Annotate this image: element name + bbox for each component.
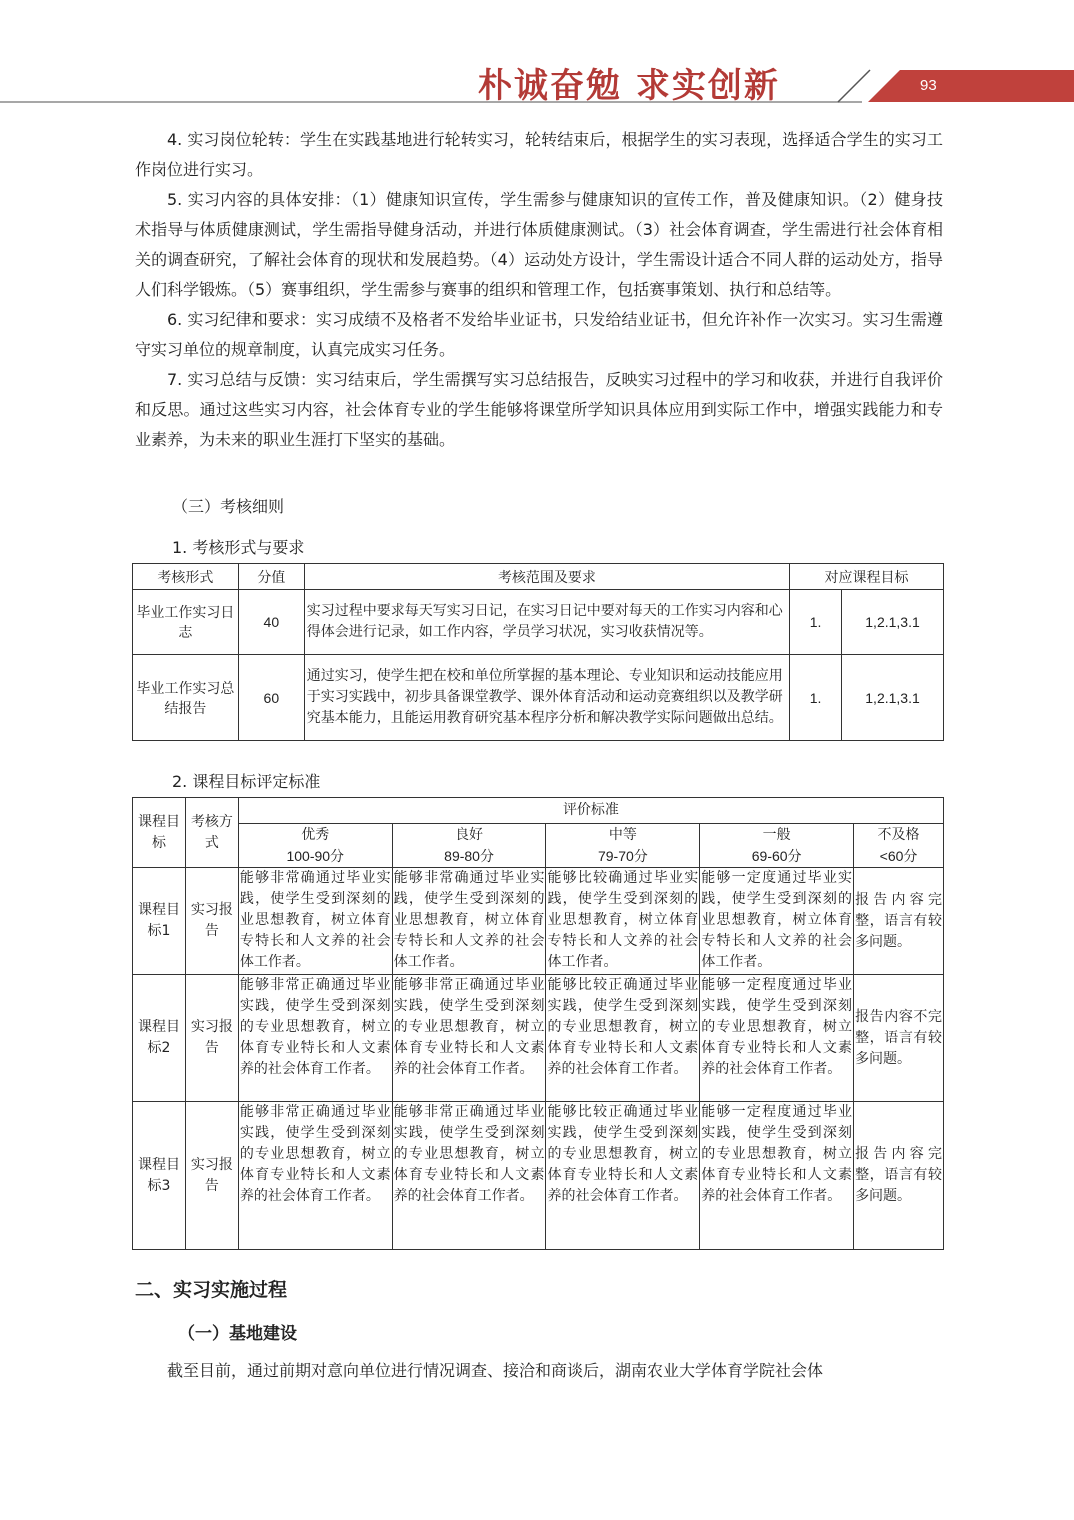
- intro-paragraphs: [135, 125, 943, 455]
- level-medium: 中等 79-70分: [546, 824, 700, 868]
- header-method: 考核方式: [185, 798, 238, 868]
- header-course-goal: 课程目标: [133, 798, 186, 868]
- form-cell: 毕业工作实习日志: [133, 590, 239, 655]
- school-motto: 朴诚奋勉 求实创新: [478, 66, 780, 106]
- score-cell: 60: [238, 655, 304, 741]
- criteria-cell: 能够比较确通过毕业实践，使学生受到深刻的业思想教育，树立体育专特长和人文养的社会体工作者。: [546, 868, 700, 975]
- goal-index-cell: 1.: [790, 655, 842, 741]
- criteria-cell: 能够非常正确通过毕业实践，使学生受到深刻的专业思想教育，树立体育专业特长和人文素养的社会体育工作者。: [238, 1102, 392, 1250]
- table-row: [133, 1102, 944, 1250]
- goal-cell: 课程目标2: [133, 975, 186, 1102]
- section-2-subtitle: （一）基地建设: [178, 1324, 297, 1344]
- goal-index-cell: 1.: [790, 590, 842, 655]
- criteria-cell: 能够非常正确通过毕业实践，使学生受到深刻的专业思想教育，树立体育专业特长和人文素养的社会体育工作者。: [392, 975, 546, 1102]
- section-3-title: （三）考核细则: [172, 497, 285, 516]
- goal-list-cell: 1,2.1,3.1: [842, 655, 944, 741]
- level-pass: 一般 69-60分: [700, 824, 854, 868]
- criteria-cell: 报告内容完整，语言有较多问题。: [854, 868, 944, 975]
- subsection-1-title: 1. 考核形式与要求: [172, 538, 305, 557]
- requirement-cell: 通过实习，使学生把在校和单位所掌握的基本理论、专业知识和运动技能应用于实习实践中，初步具备课堂教学、课外体育活动和运动竞赛组织以及教学研究基本能力，且能运用教育研究基本程序分析和解决教学实际问题做出总结。: [304, 655, 789, 741]
- paragraph-4: 4. 实习岗位轮转：学生在实践基地进行轮转实习，轮转结束后，根据学生的实习表现，选择适合学生的实习工作岗位进行实习。: [135, 130, 943, 179]
- method-cell: 实习报告: [185, 975, 238, 1102]
- criteria-cell: 能够非常正确通过毕业实践，使学生受到深刻的专业思想教育，树立体育专业特长和人文素养的社会体育工作者。: [238, 975, 392, 1102]
- paragraph-5: 5. 实习内容的具体安排：（1）健康知识宣传，学生需参与健康知识的宣传工作，普及健康知识。（2）健身技术指导与体质健康测试，学生需指导健身活动，并进行体质健康测试。（3）社会体育调查，学生需进行社会体育相关的调查研究，了解社会体育的现状和发展趋势。（4）运动处方设计，学生需设计适合不同人群的运动处方，指导人们科学锻炼。（5）赛事组织，学生需参与赛事的组织和管理工作，包括赛事策划、执行和总结等。: [135, 190, 943, 299]
- closing-paragraph: [135, 1356, 943, 1386]
- criteria-cell: 能够一定程度通过毕业实践，使学生受到深刻的专业思想教育，树立体育专业特长和人文素养的社会体育工作者。: [700, 1102, 854, 1250]
- level-fail: 不及格 <60分: [854, 824, 944, 868]
- requirement-cell: 实习过程中要求每天写实习日记，在实习日记中要对每天的工作实习内容和心得体会进行记录，如工作内容，学员学习状况，实习收获情况等。: [304, 590, 789, 655]
- table-row: [133, 590, 944, 655]
- criteria-cell: 能够非常确通过毕业实践，使学生受到深刻的业思想教育，树立体育专特长和人文养的社会体工作者。: [392, 868, 546, 975]
- criteria-cell: 能够比较正确通过毕业实践，使学生受到深刻的专业思想教育，树立体育专业特长和人文素养的社会体育工作者。: [546, 975, 700, 1102]
- criteria-cell: 能够非常正确通过毕业实践，使学生受到深刻的专业思想教育，树立体育专业特长和人文素养的社会体育工作者。: [392, 1102, 546, 1250]
- goal-list-cell: 1,2.1,3.1: [842, 590, 944, 655]
- grading-criteria-table: [132, 797, 944, 1250]
- score-cell: 40: [238, 590, 304, 655]
- header-goal: 对应课程目标: [790, 564, 944, 590]
- paragraph-7: 7. 实习总结与反馈：实习结束后，学生需撰写实习总结报告，反映实习过程中的学习和收获，并进行自我评价和反思。通过这些实习内容，社会体育专业的学生能够将课堂所学知识具体应用到实际工作中，增强实践能力和专业素养，为未来的职业生涯打下坚实的基础。: [135, 370, 943, 449]
- level-good: 良好 89-80分: [392, 824, 546, 868]
- table-row: [133, 868, 944, 975]
- header-requirement: 考核范围及要求: [304, 564, 789, 590]
- assessment-form-table: [132, 563, 944, 741]
- header-score: 分值: [238, 564, 304, 590]
- criteria-cell: 能够一定程度通过毕业实践，使学生受到深刻的专业思想教育，树立体育专业特长和人文素养的社会体育工作者。: [700, 975, 854, 1102]
- goal-cell: 课程目标3: [133, 1102, 186, 1250]
- form-cell: 毕业工作实习总结报告: [133, 655, 239, 741]
- section-2-title: 二、实习实施过程: [135, 1279, 288, 1301]
- criteria-cell: 报告内容完整，语言有较多问题。: [854, 1102, 944, 1250]
- page-header: [0, 0, 1074, 110]
- header-criteria: 评价标准: [238, 798, 943, 824]
- goal-cell: 课程目标1: [133, 868, 186, 975]
- criteria-cell: 能够非常确通过毕业实践，使学生受到深刻的业思想教育，树立体育专特长和人文养的社会体工作者。: [238, 868, 392, 975]
- page-number: 93: [920, 77, 937, 94]
- criteria-cell: 能够比较正确通过毕业实践，使学生受到深刻的专业思想教育，树立体育专业特长和人文素养的社会体育工作者。: [546, 1102, 700, 1250]
- level-excellent: 优秀 100-90分: [238, 824, 392, 868]
- method-cell: 实习报告: [185, 868, 238, 975]
- header-form: 考核形式: [133, 564, 239, 590]
- subsection-2-title: 2. 课程目标评定标准: [172, 772, 321, 791]
- table-row: [133, 655, 944, 741]
- last-paragraph: 截至目前，通过前期对意向单位进行情况调查、接洽和商谈后，湖南农业大学体育学院社会体: [167, 1361, 824, 1380]
- table-row: [133, 975, 944, 1102]
- criteria-cell: 报告内容不完整，语言有较多问题。: [854, 975, 944, 1102]
- criteria-cell: 能够一定度通过毕业实践，使学生受到深刻的业思想教育，树立体育专特长和人文养的社会体工作者。: [700, 868, 854, 975]
- method-cell: 实习报告: [185, 1102, 238, 1250]
- paragraph-6: 6. 实习纪律和要求：实习成绩不及格者不发给毕业证书，只发给结业证书，但允许补作一次实习。实习生需遵守实习单位的规章制度，认真完成实习任务。: [135, 310, 943, 359]
